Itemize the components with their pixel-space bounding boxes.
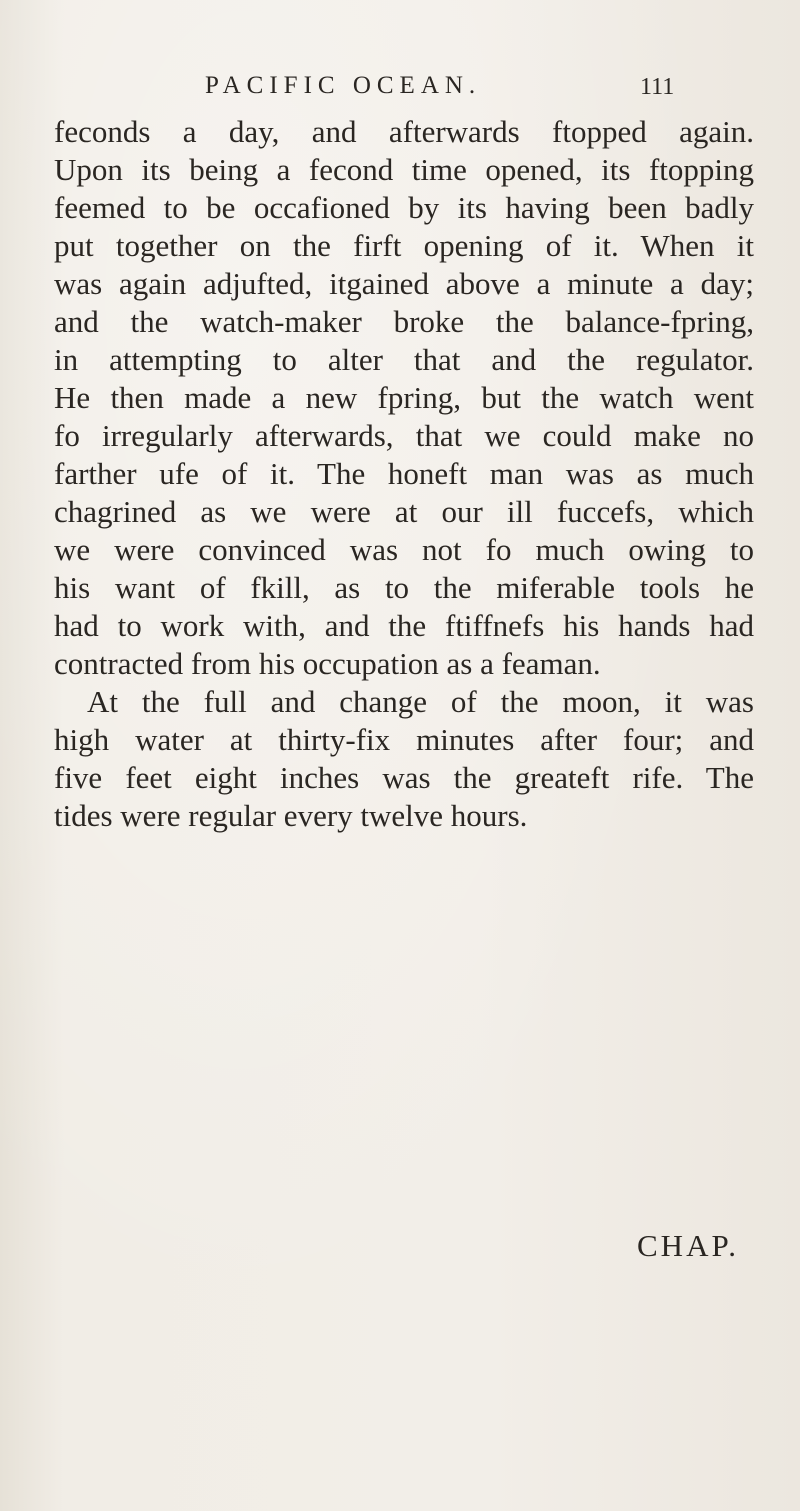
text-line: put together on the firft opening of it. When it bbox=[54, 228, 754, 263]
text-line: feconds a day, and afterwards ftopped again. bbox=[54, 114, 754, 149]
text-line: Upon its being a fecond time opened, its ftopping bbox=[54, 152, 754, 187]
text-line: was again adjufted, itgained above a minute a day; bbox=[54, 266, 754, 301]
text-line: and the watch-maker broke the balance-fpring, bbox=[54, 304, 754, 339]
text-line: five feet eight inches was the greateft rife. The bbox=[54, 760, 754, 795]
text-line: feemed to be occafioned by its having been badly bbox=[54, 190, 754, 225]
text-line: fo irregularly afterwards, that we could make no bbox=[54, 418, 754, 453]
text-line: tides were regular every twelve hours. bbox=[54, 798, 528, 833]
text-line: his want of fkill, as to the miferable tools he bbox=[54, 570, 754, 605]
text-line: in attempting to alter that and the regulator. bbox=[54, 342, 754, 377]
body-text bbox=[54, 113, 754, 835]
catchword: CHAP. bbox=[637, 1228, 740, 1263]
text-line: farther ufe of it. The honeft man was as much bbox=[54, 456, 754, 491]
text-line: high water at thirty-fix minutes after four; and bbox=[54, 722, 754, 757]
text-line: we were convinced was not fo much owing to bbox=[54, 532, 754, 567]
text-line: chagrined as we were at our ill fuccefs, which bbox=[54, 494, 754, 529]
text-line: At the full and change of the moon, it was bbox=[87, 684, 754, 719]
text-line: contracted from his occupation as a feaman. bbox=[54, 646, 601, 681]
running-head: PACIFIC OCEAN. bbox=[205, 72, 482, 99]
text-line: He then made a new fpring, but the watch went bbox=[54, 380, 754, 415]
page-number: 111 bbox=[640, 74, 675, 100]
text-line: had to work with, and the ftiffnefs his hands had bbox=[54, 608, 754, 643]
